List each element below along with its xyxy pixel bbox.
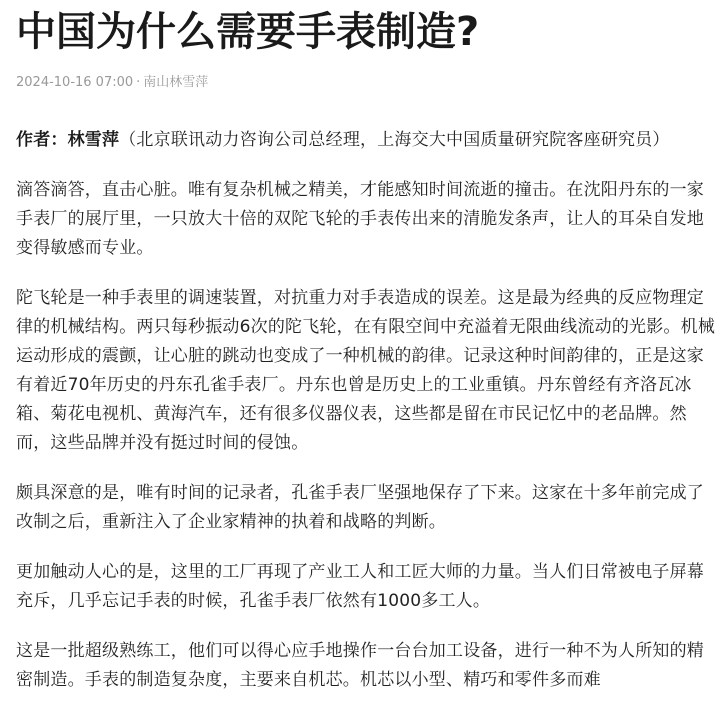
- source-account: 南山林雪萍: [143, 75, 209, 90]
- body-paragraph: 滴答滴答，直击心脏。唯有复杂机械之精美，才能感知时间流逝的撞击。在沈阳丹东的一家手表厂的展厅里，一只放大十倍的双陀飞轮的手表传出来的清脆发条声，让人的耳朵自发地变得敏感而专业。: [16, 180, 704, 258]
- article-meta: [16, 74, 723, 92]
- meta-separator: ·: [136, 75, 141, 90]
- body-paragraph: 这是一批超级熟练工，他们可以得心应手地操作一台台加工设备，进行一种不为人所知的精密制造。手表的制造复杂度，主要来自机芯。机芯以小型、精巧和零件多而难: [16, 641, 704, 690]
- author-paragraph: [16, 126, 716, 155]
- page-title: 中国为什么需要手表制造?: [16, 9, 480, 55]
- author-label: 作者：: [16, 130, 68, 150]
- body-paragraph: 颇具深意的是，唯有时间的记录者，孔雀手表厂坚强地保存了下来。这家在十多年前完成了改制之后，重新注入了企业家精神的执着和战略的判断。: [16, 483, 704, 532]
- publish-date: 2024-10-16 07:00: [16, 75, 134, 90]
- body-paragraph: 陀飞轮是一种手表里的调速装置，对抗重力对手表造成的误差。这是最为经典的反应物理定律的机械结构。两只每秒振动6次的陀飞轮，在有限空间中充溢着无限曲线流动的光影。机械运动形成的震颤，让心脏的跳动也变成了一种机械的韵律。记录这种时间韵律的，正是这家有着近70年历史的丹东孔雀手表厂。丹东也曾是历史上的工业重镇。丹东曾经有齐洛瓦冰箱、菊花电视机、黄海汽车，还有很多仪器仪表，这些都是留在市民记忆中的老品牌。然而，这些品牌并没有挺过时间的侵蚀。: [16, 288, 716, 453]
- body-paragraph: 更加触动人心的是，这里的工厂再现了产业工人和工匠大师的力量。当人们日常被电子屏幕充斥，几乎忘记手表的时候，孔雀手表厂依然有1000多工人。: [16, 562, 704, 611]
- article-body: [16, 126, 716, 695]
- author-description: （北京联讯动力咨询公司总经理，上海交大中国质量研究院客座研究员）: [119, 130, 670, 150]
- author-name: 林雪萍: [67, 130, 120, 150]
